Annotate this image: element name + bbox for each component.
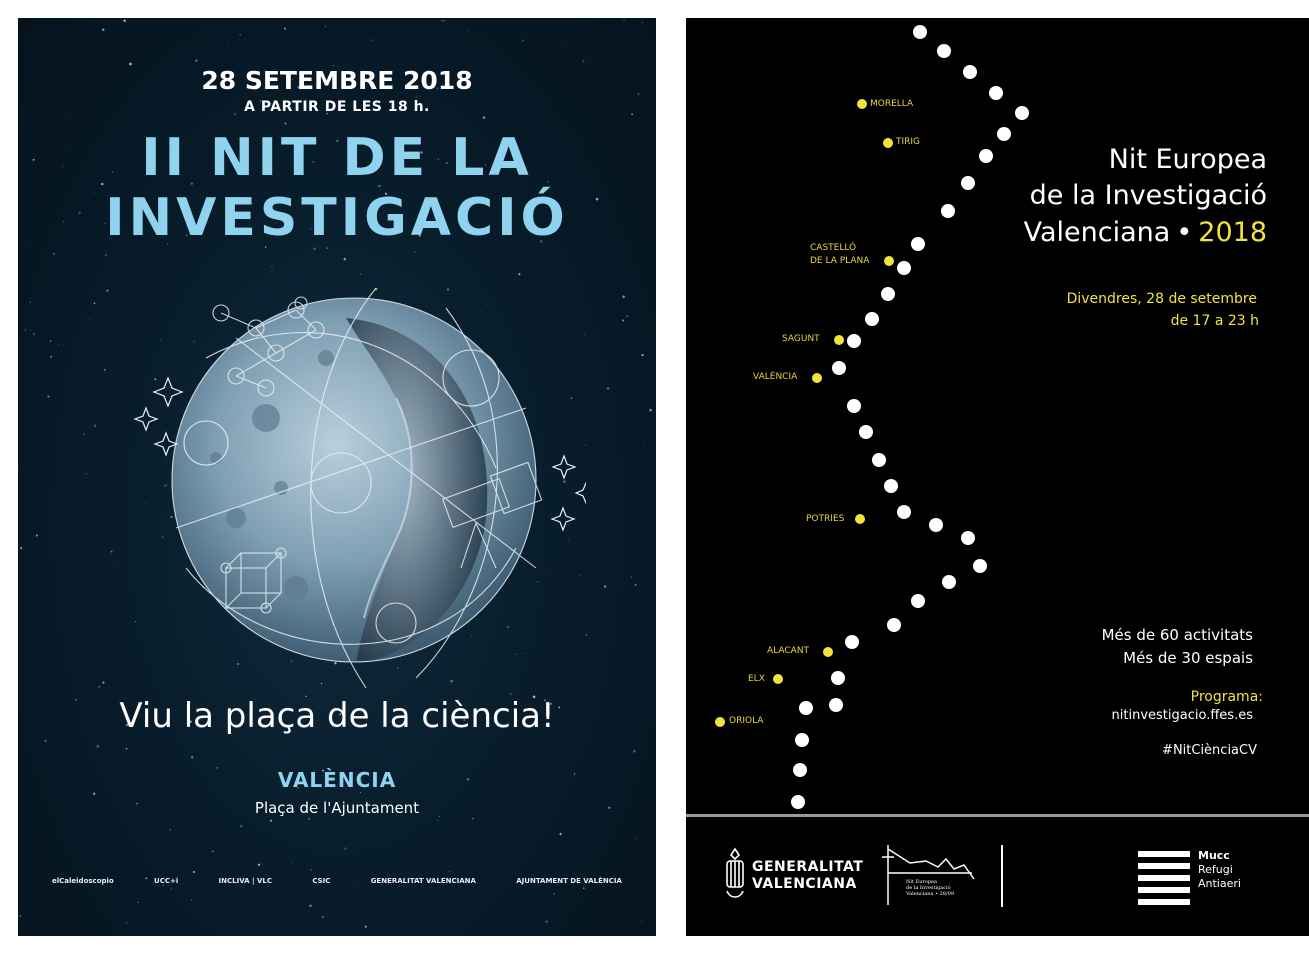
star: [240, 34, 241, 35]
path-dot: [942, 575, 956, 589]
star: [98, 685, 100, 687]
star: [644, 442, 645, 443]
city-dot: [834, 335, 844, 345]
path-dot: [847, 399, 861, 413]
star: [284, 28, 286, 30]
star: [622, 319, 624, 321]
path-dot: [1015, 106, 1029, 120]
path-dot: [989, 86, 1003, 100]
spaces-count: Més de 30 espais: [1123, 649, 1253, 667]
city-name: VALÈNCIA: [277, 768, 397, 792]
path-dot: [897, 261, 911, 275]
star: [522, 40, 524, 42]
star: [310, 869, 312, 871]
city-dot: [823, 647, 833, 657]
moon-astronaut-illustration: [116, 268, 586, 698]
path-dot: [887, 618, 901, 632]
star: [36, 534, 38, 536]
star: [24, 329, 26, 331]
star: [467, 31, 468, 32]
star: [483, 116, 485, 118]
star: [588, 539, 589, 540]
star: [138, 902, 139, 903]
footer-logos: [686, 814, 1309, 936]
nit-logo-line1: Nit Europea: [906, 879, 937, 885]
nit-logo-line2: de la Investigació: [906, 885, 951, 891]
generalitat-line1: GENERALITAT: [752, 859, 864, 875]
path-dot: [941, 204, 955, 218]
star: [633, 750, 636, 753]
star: [414, 251, 416, 253]
title-line1: Nit Europea: [1108, 144, 1267, 175]
title-line2: de la Investigació: [1029, 180, 1267, 211]
star: [582, 60, 584, 62]
star: [308, 818, 310, 820]
star: [47, 395, 49, 397]
star: [169, 829, 171, 831]
star: [89, 319, 90, 320]
star: [104, 369, 106, 371]
city-dot: [855, 514, 865, 524]
star: [240, 825, 242, 827]
star: [94, 424, 97, 427]
star: [191, 899, 193, 901]
star: [50, 340, 51, 341]
mucc-logo-icon: [1138, 851, 1190, 905]
logo-ajuntament: AJUNTAMENT DE VALÈNCIA: [516, 877, 622, 885]
path-dot: [911, 237, 925, 251]
city-dot: [883, 138, 893, 148]
star: [67, 826, 68, 827]
path-dot: [973, 559, 987, 573]
title-line3: [1024, 217, 1267, 248]
star: [546, 921, 548, 923]
title-year: 2018: [1198, 217, 1267, 248]
star: [631, 577, 632, 578]
star: [360, 792, 361, 793]
mucc-line1: Mucc: [1198, 849, 1230, 862]
star: [649, 409, 652, 412]
path-dot: [793, 763, 807, 777]
star: [93, 793, 95, 795]
city-dot: [857, 99, 867, 109]
star: [630, 490, 631, 491]
star: [344, 258, 347, 261]
star: [193, 871, 195, 873]
city-label-tirig: TIRIG: [896, 137, 921, 147]
star: [258, 864, 260, 866]
star: [559, 833, 561, 835]
star: [171, 888, 172, 889]
slogan: Viu la plaça de la ciència!: [119, 696, 555, 736]
star: [19, 915, 21, 917]
date-line2: de 17 a 23 h: [1170, 313, 1259, 329]
date-line1: Divendres, 28 de setembre: [1066, 291, 1257, 307]
poster-nit-investigacio: [18, 18, 656, 936]
path-dot: [961, 531, 975, 545]
city-dot: [773, 674, 783, 684]
star: [29, 301, 31, 303]
star: [371, 39, 372, 40]
star: [111, 551, 113, 553]
city-label-valencia: VALÈNCIA: [753, 372, 798, 382]
star: [435, 25, 436, 26]
star: [553, 893, 554, 894]
star: [270, 820, 272, 822]
path-dot: [929, 518, 943, 532]
city-label-sagunt: SAGUNT: [782, 334, 820, 344]
path-dot: [791, 795, 805, 809]
path-dot: [865, 312, 879, 326]
star: [229, 43, 230, 44]
star: [66, 118, 67, 119]
path-dot: [795, 733, 809, 747]
star: [560, 46, 561, 47]
generalitat-line2: VALENCIANA: [752, 876, 857, 892]
city-dot: [715, 717, 725, 727]
logo-generalitat: GENERALITAT VALENCIANA: [370, 877, 476, 885]
star: [50, 356, 52, 358]
star: [97, 745, 100, 748]
city-label-oriola: ORIOLA: [729, 716, 764, 726]
program-url[interactable]: nitinvestigacio.ffes.es: [1111, 708, 1253, 723]
city-label-castello: CASTELLÓ: [810, 243, 857, 253]
city-dot: [812, 373, 822, 383]
star: [415, 97, 416, 98]
hashtag: #NitCiènciaCV: [1162, 743, 1257, 758]
star: [206, 934, 207, 935]
city-label-morella: MORELLA: [870, 99, 914, 109]
star: [622, 295, 625, 298]
star: [638, 280, 639, 281]
star: [20, 547, 22, 549]
star: [212, 850, 214, 852]
city-label-de-la-plana: DE LA PLANA: [810, 256, 870, 266]
nit-europea-logo-icon: [880, 845, 978, 909]
star: [322, 916, 325, 919]
star: [444, 20, 445, 21]
venue: Plaça de l'Ajuntament: [254, 799, 420, 817]
star: [44, 740, 47, 743]
mucc-line2: Refugi: [1198, 863, 1233, 876]
path-dot: [979, 149, 993, 163]
star: [442, 20, 444, 22]
star: [195, 60, 197, 62]
sponsor-logos: [52, 874, 622, 888]
star: [123, 19, 125, 21]
generalitat-crest-icon: [722, 847, 748, 905]
star: [94, 302, 96, 304]
star: [292, 863, 293, 864]
star: [365, 926, 367, 928]
path-dot: [829, 698, 843, 712]
path-dot: [832, 361, 846, 375]
star: [105, 254, 107, 256]
star: [30, 330, 31, 331]
star: [18, 464, 19, 466]
path-dot: [872, 453, 886, 467]
star: [635, 584, 637, 586]
path-dot: [881, 287, 895, 301]
star: [126, 922, 128, 924]
path-dot: [913, 25, 927, 39]
star: [126, 748, 128, 750]
logo-csic: CSIC: [312, 877, 331, 885]
mucc-line3: Antiaeri: [1198, 877, 1241, 890]
star: [596, 753, 597, 754]
star: [635, 838, 636, 839]
program-label: Programa:: [1190, 689, 1263, 705]
path-dot: [831, 671, 845, 685]
path-dot: [963, 65, 977, 79]
event-time: A PARTIR DE LES 18 h.: [244, 99, 430, 115]
path-dot: [847, 334, 861, 348]
star: [191, 756, 193, 758]
star: [607, 387, 609, 389]
path-dot: [845, 635, 859, 649]
star: [642, 22, 643, 23]
star: [33, 333, 35, 335]
star: [103, 682, 105, 684]
star: [604, 585, 606, 587]
star: [284, 123, 286, 125]
star: [449, 871, 450, 872]
path-dot: [799, 701, 813, 715]
nit-logo-line3: Valenciana • 28/09: [906, 891, 955, 897]
star: [344, 847, 347, 850]
star: [641, 920, 642, 921]
poster-title-line2: INVESTIGACIÓ: [105, 188, 569, 248]
logo-caleidoscopio: elCaleidoscopio: [52, 877, 114, 885]
title-separator: •: [1176, 217, 1193, 248]
path-dot: [884, 479, 898, 493]
star: [53, 253, 55, 255]
poster-title-line1: II NIT DE LA: [141, 128, 533, 188]
city-label-alacant: ALACANT: [767, 646, 810, 656]
title-region: Valenciana: [1023, 217, 1171, 248]
city-label-elx: ELX: [748, 674, 765, 684]
star: [325, 26, 326, 27]
star: [627, 316, 629, 318]
star: [106, 290, 108, 292]
logo-uccei: UCC+i: [154, 877, 179, 885]
path-dot: [997, 127, 1011, 141]
event-date: 28 SETEMBRE 2018: [201, 66, 473, 95]
path-dot: [961, 176, 975, 190]
star: [472, 818, 473, 819]
star: [309, 905, 312, 908]
star: [623, 19, 624, 20]
star: [58, 344, 59, 345]
path-dot: [911, 594, 925, 608]
star: [102, 29, 104, 31]
city-label-potries: POTRIES: [806, 514, 845, 524]
city-dot: [884, 256, 894, 266]
footer-divider: [1001, 845, 1003, 907]
star: [129, 63, 132, 66]
star: [83, 433, 85, 435]
star: [642, 354, 644, 356]
logo-incliva: INCLIVA | VLC: [218, 877, 273, 885]
star: [188, 896, 189, 897]
star: [86, 473, 88, 475]
star: [125, 52, 126, 53]
path-dot: [859, 425, 873, 439]
activities-count: Més de 60 activitats: [1101, 626, 1253, 644]
path-dot: [937, 44, 951, 58]
star: [437, 820, 438, 821]
path-dot: [897, 505, 911, 519]
poster-nit-europea: [686, 18, 1309, 936]
